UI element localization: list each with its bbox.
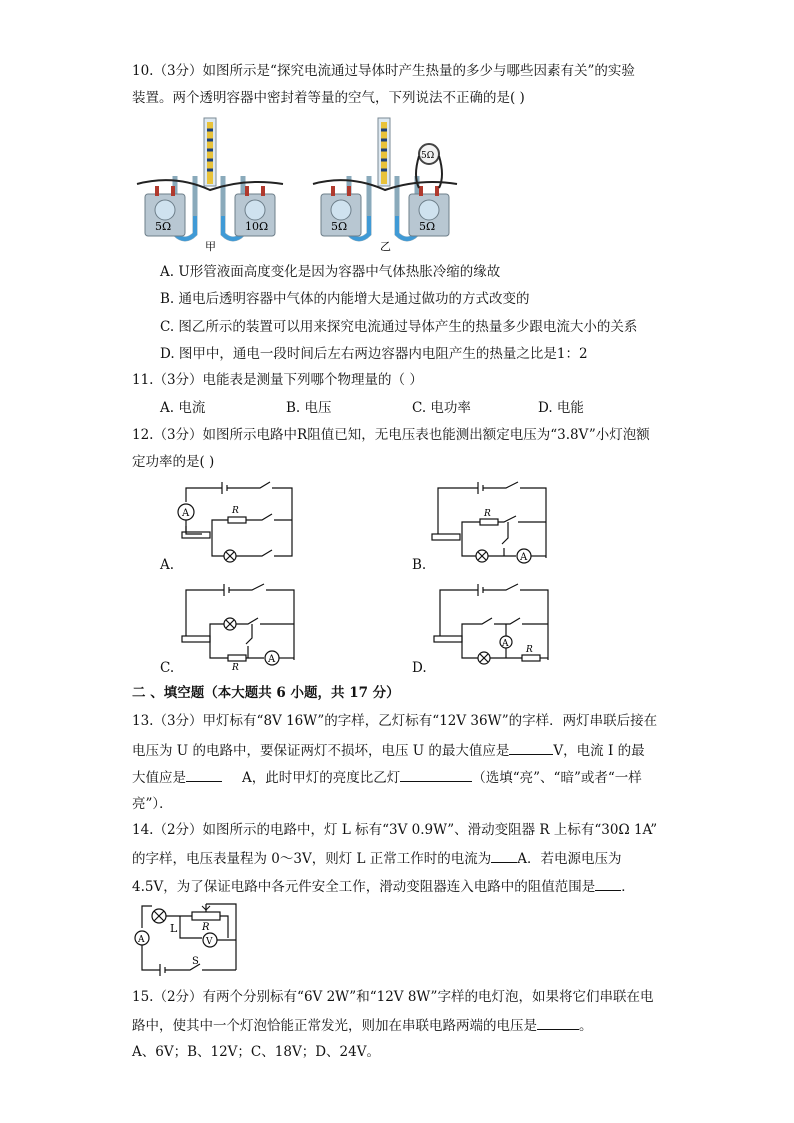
- q13-blank-3[interactable]: [400, 767, 472, 782]
- q12a-r-label: R: [232, 506, 239, 516]
- q12-circuit-d: [430, 580, 560, 670]
- fig-r1-label: 5Ω: [155, 220, 172, 233]
- q13-line1: 13.（3分）甲灯标有“8V 16W”的字样，乙灯标有“12V 36W”的字样．两灯串联后接在: [132, 713, 658, 729]
- fig-r3-label: 5Ω: [331, 220, 348, 233]
- q12-circuit-a: [172, 478, 302, 566]
- fig-r4-label: 5Ω: [419, 220, 436, 233]
- q13-blank-2[interactable]: [186, 767, 222, 782]
- fig-jia: [137, 118, 283, 253]
- fig-jia-caption: 甲: [205, 240, 216, 253]
- q12-stem-line2: 定功率的是( ): [132, 454, 215, 470]
- q12-label-b: B.: [412, 557, 427, 573]
- q13-line3-b: A，此时甲灯的亮度比乙灯: [242, 770, 401, 786]
- q13-line4: 亮”）．: [132, 796, 173, 812]
- q14-line3-b: ．: [621, 879, 635, 895]
- q12c-ammeter-label: A: [268, 654, 276, 665]
- q15-line2-a: 路中，使其中一个灯泡恰能正常发光，则加在串联电路两端的电压是: [132, 1018, 537, 1034]
- q14-circuit: [132, 900, 242, 978]
- q12d-r-label: R: [526, 645, 533, 655]
- q13-blank-1[interactable]: [509, 740, 553, 755]
- q15-options: A、6V；B、12V；C、18V；D、24V。: [132, 1044, 380, 1060]
- q14-line1: 14.（2分）如图所示的电路中，灯 L 标有“3V 0.9W”、滑动变阻器 R 上标有“30Ω 1A”: [132, 822, 658, 838]
- q15-blank-1[interactable]: [537, 1015, 579, 1030]
- q13-line2-b: V，电流 I 的最: [553, 743, 645, 759]
- q10-option-b: B. 通电后透明容器中气体的内能增大是通过做功的方式改变的: [160, 291, 530, 307]
- q14-ammeter-label: A: [138, 935, 145, 945]
- q12-label-c: C.: [160, 660, 175, 676]
- q15-line2: [132, 1015, 593, 1035]
- q13-line3: [132, 767, 642, 787]
- q13-line3-a: 大值应是: [132, 770, 186, 786]
- q12-circuit-c: [176, 580, 306, 673]
- q10-option-c: C. 图乙所示的装置可以用来探究电流通过导体产生的热量多少跟电流大小的关系: [160, 319, 638, 335]
- q13-line2-a: 电压为 U 的电路中，要保证两灯不损坏，电压 U 的最大值应是: [132, 743, 510, 759]
- q12-circuit-b: [428, 478, 558, 568]
- q11-option-a: A. 电流: [160, 400, 206, 416]
- q14-line3-a: 4.5V，为了保证电路中各元件安全工作，滑动变阻器连入电路中的阻值范围是: [132, 879, 596, 895]
- q12-label-d: D.: [412, 660, 427, 676]
- q12b-ammeter-label: A: [520, 552, 528, 563]
- fig-r2-label: 10Ω: [245, 220, 269, 233]
- q14-line3: [132, 876, 635, 896]
- q14-line2: [132, 848, 622, 868]
- fig-r5-label: 5Ω: [421, 151, 435, 161]
- q10-stem-line1: 10.（3分）如图所示是“探究电流通过导体时产生热量的多少与哪些因素有关”的实验: [132, 63, 635, 79]
- fig-yi-caption: 乙: [380, 240, 391, 253]
- q12c-r-label: R: [232, 663, 239, 673]
- q15-line1: 15.（2分）有两个分别标有“6V 2W”和“12V 8W”字样的电灯泡，如果将它们串联在电: [132, 989, 654, 1005]
- q13-line3-c: （选填“亮”、“暗”或者“一样: [472, 770, 642, 786]
- q14-blank-1[interactable]: [491, 848, 517, 863]
- q14-switch-label: S: [192, 956, 199, 967]
- q15-line2-b: 。: [579, 1018, 593, 1034]
- q10-option-a: A. U形管液面高度变化是因为容器中气体热胀冷缩的缘故: [160, 264, 501, 280]
- q11-option-b: B. 电压: [286, 400, 332, 416]
- q10-stem-line2: 装置。两个透明容器中密封着等量的空气，下列说法不正确的是( ): [132, 90, 525, 106]
- q11-option-d: D. 电能: [538, 400, 584, 416]
- q14-blank-2[interactable]: [595, 876, 621, 891]
- q13-line2: [132, 740, 645, 760]
- q12b-r-label: R: [484, 509, 491, 519]
- q14-voltmeter-label: V: [206, 937, 213, 947]
- q12a-ammeter-label: A: [182, 508, 190, 519]
- q11-stem: 11.（3分）电能表是测量下列哪个物理量的（ ）: [132, 372, 423, 388]
- fig-yi: [313, 118, 457, 253]
- q11-option-c: C. 电功率: [412, 400, 471, 416]
- q14-rheostat-label: R: [202, 922, 210, 933]
- section-title-fill-in: 二 、填空题（本大题共 6 小题，共 17 分）: [132, 685, 400, 701]
- q14-lamp-label: L: [170, 922, 178, 935]
- q12-label-a: A.: [160, 557, 175, 573]
- q10-option-d: D. 图甲中，通电一段时间后左右两边容器内电阻产生的热量之比是1：2: [160, 346, 588, 362]
- q10-figure: [135, 116, 465, 256]
- q12d-ammeter-label: A: [502, 639, 509, 649]
- q14-line2-a: 的字样，电压表量程为 0～3V，则灯 L 正常工作时的电流为: [132, 851, 492, 867]
- q12-stem-line1: 12.（3分）如图所示电路中R阻值已知，无电压表也能测出额定电压为“3.8V”小灯泡额: [132, 427, 650, 443]
- q14-line2-b: A．若电源电压为: [517, 851, 622, 867]
